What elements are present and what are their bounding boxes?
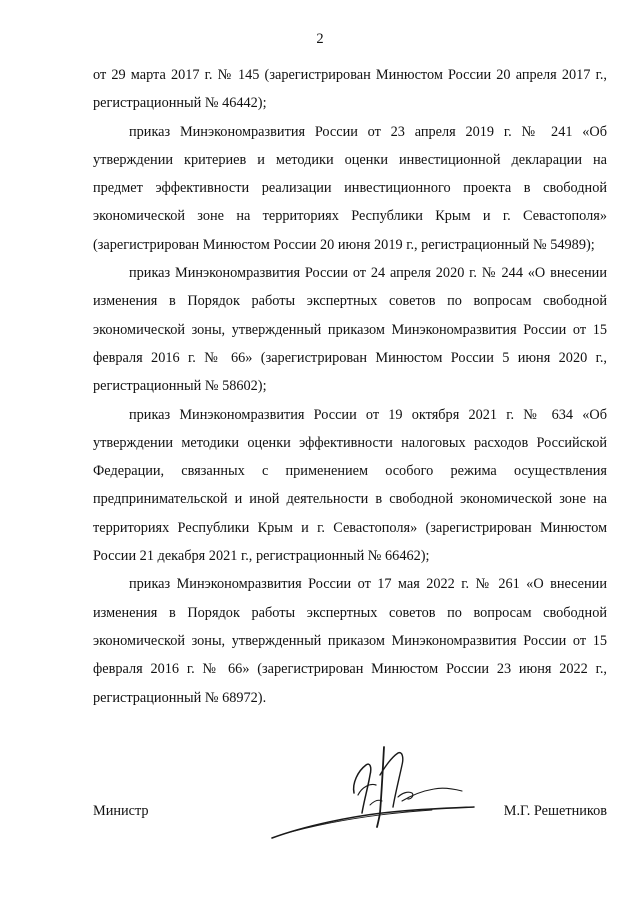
signature-block <box>93 799 607 823</box>
signatory-name: М.Г. Решетников <box>503 803 607 819</box>
paragraph-continuation: от 29 марта 2017 г. № 145 (зарегистрирован Минюстом России 20 апреля 2017 г., регистрационный № 46442); <box>93 67 607 112</box>
paragraph-order-241: приказ Минэкономразвития России от 23 апреля 2019 г. № 241 «Об утверждении критериев и методики оценки инвестиционной декларации на предмет эффективности реализации инвестиционного проекта в свободной экономической зоне на территориях Республики Крым и г. Севастополя» (зарегистрирован Минюстом России 20 июня 2019 г., регистрационный № 54989); <box>93 123 607 253</box>
paragraph-order-244: приказ Минэкономразвития России от 24 апреля 2020 г. № 244 «О внесении изменения в Порядок работы экспертных советов по вопросам свободной экономической зоны, утвержденный приказом Минэкономразвития России от 15 февраля 2016 г. № 66» (зарегистрирован Минюстом России 5 июня 2020 г., регистрационный № 58602); <box>93 265 607 395</box>
document-body <box>93 61 607 712</box>
page-number: 2 <box>316 31 324 47</box>
paragraph-order-634: приказ Минэкономразвития России от 19 октября 2021 г. № 634 «Об утверждении методики оценки эффективности налоговых расходов Российской Федерации, связанных с применением особого режима осуществления предпринимательской и иной деятельности в свободной экономической зоне на территориях Республики Крым и г. Севастополя» (зарегистрирован Минюстом России 21 декабря 2021 г., регистрационный № 66462); <box>93 406 607 565</box>
handwritten-signature <box>262 735 477 845</box>
signatory-title: Министр <box>93 803 149 819</box>
paragraph-order-261: приказ Минэкономразвития России от 17 мая 2022 г. № 261 «О внесении изменения в Порядок работы экспертных советов по вопросам свободной экономической зоны, утвержденный приказом Минэкономразвития России от 15 февраля 2016 г. № 66» (зарегистрирован Минюстом России 23 июня 2022 г., регистрационный № 68972). <box>93 576 607 706</box>
